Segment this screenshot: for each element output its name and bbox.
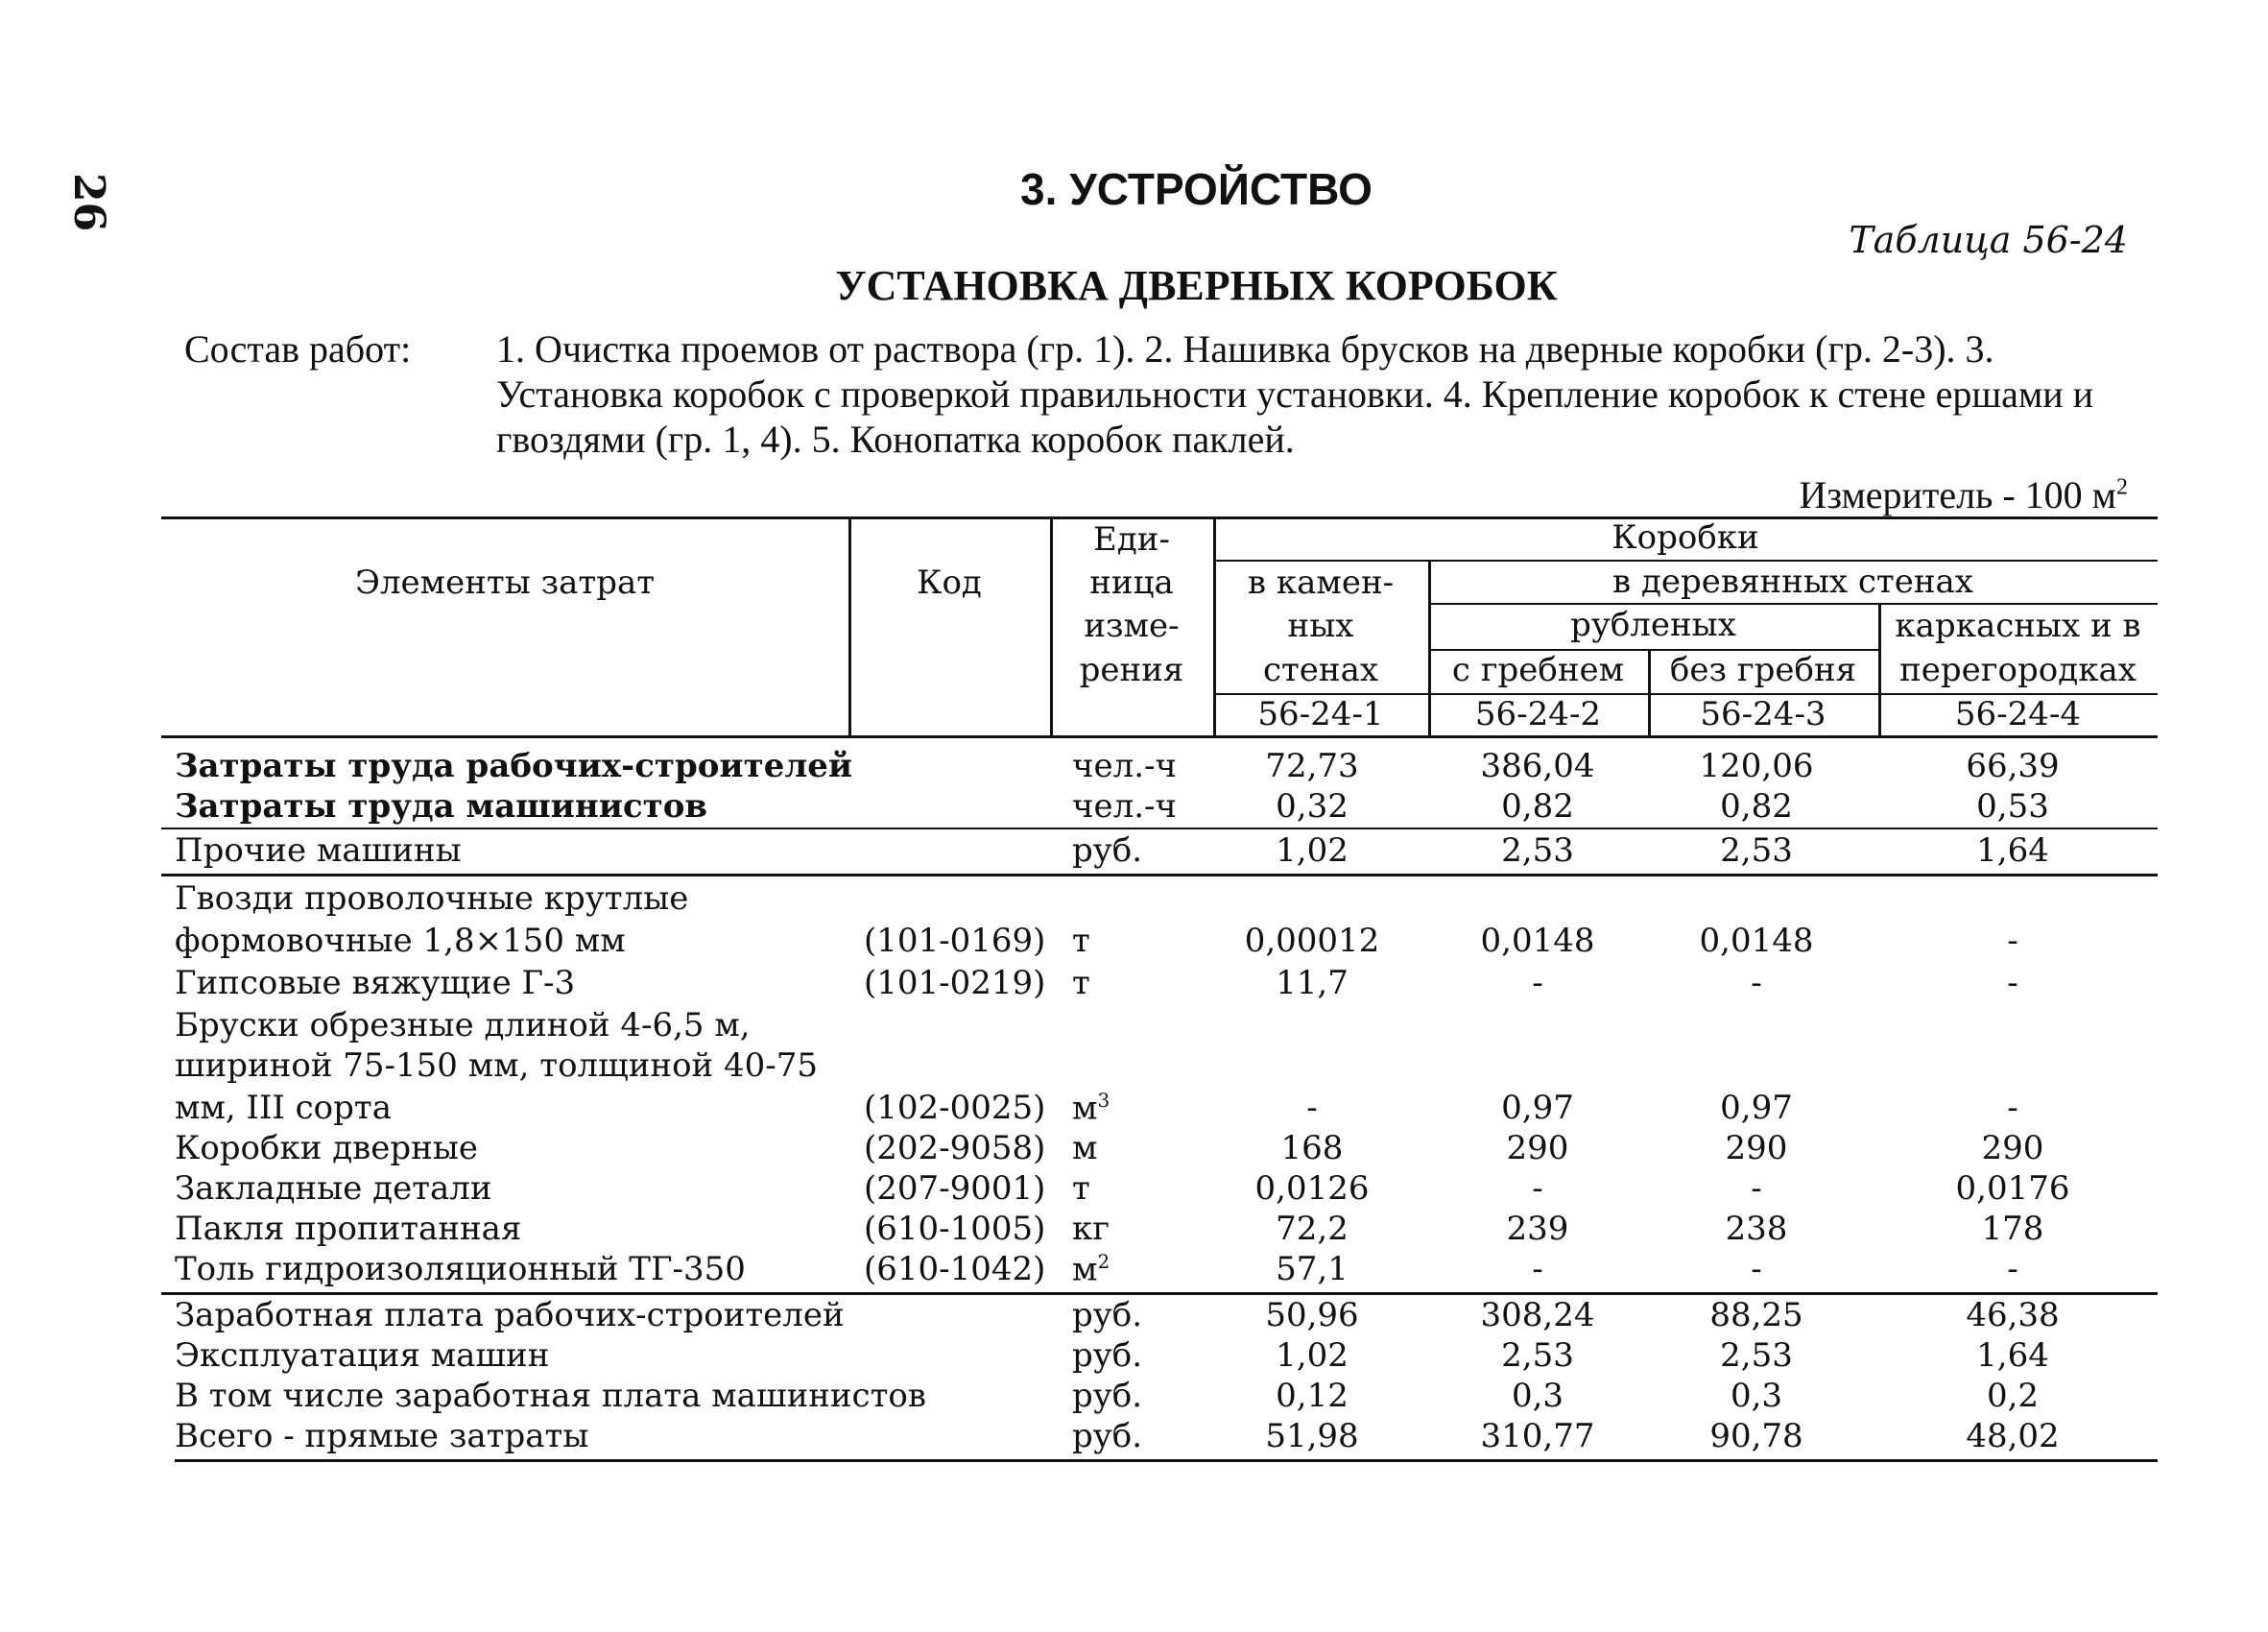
row-code: (101-0219) (864, 964, 1046, 1002)
row-value-3: 90,78 (1709, 1417, 1803, 1455)
row-rule (161, 874, 2158, 876)
header-stone-line2: ных (1287, 607, 1354, 645)
row-value-1: 72,2 (1276, 1210, 1349, 1248)
row-name: Гвозди проволочные крутлые (175, 879, 689, 918)
table-row (175, 747, 2152, 787)
row-value-3: 2,53 (1720, 831, 1793, 870)
row-value-4: 48,02 (1966, 1417, 2060, 1455)
row-unit: руб. (1072, 1296, 1143, 1334)
row-value-1: 50,96 (1265, 1296, 1359, 1334)
table-row (175, 831, 2152, 872)
row-unit: чел.-ч (1072, 787, 1177, 826)
row-value-2: 308,24 (1480, 1296, 1595, 1334)
row-name: Всего - прямые затраты (175, 1417, 589, 1455)
row-value-2: 239 (1506, 1210, 1569, 1248)
row-value-2: 0,0148 (1480, 922, 1595, 960)
header-without-ridge: без гребня (1669, 651, 1857, 689)
row-unit: руб. (1072, 1417, 1143, 1455)
row-name: Заработная плата рабочих-строителей (175, 1296, 845, 1334)
row-value-1: 0,32 (1276, 787, 1349, 826)
row-name: Толь гидроизоляционный ТГ-350 (175, 1250, 746, 1288)
row-value-1: 0,00012 (1244, 922, 1380, 960)
header-col1: 56-24-1 (1257, 695, 1384, 733)
table-row (175, 1210, 2152, 1250)
row-value-4: 1,64 (1976, 831, 2049, 870)
row-value-4: 178 (1981, 1210, 2044, 1248)
row-value-3: 0,97 (1720, 1089, 1793, 1127)
row-unit-text: м (1072, 1089, 1098, 1128)
row-value-3: - (1751, 1169, 1762, 1208)
header-unit-line3: изме- (1084, 607, 1180, 645)
table-bottom-rule (175, 1459, 2158, 1462)
row-value-1: 168 (1280, 1129, 1344, 1167)
header-col4: 56-24-4 (1954, 695, 2082, 733)
row-unit (1072, 1089, 1110, 1127)
row-value-1: 0,0126 (1254, 1169, 1370, 1208)
header-stone-line1: в камен- (1247, 564, 1395, 602)
row-value-3: - (1751, 1250, 1762, 1288)
works-text: 1. Очистка проемов от раствора (гр. 1). 2. Нашивка брусков на дверные коробки (гр. 2-3). 3. Установка коробок с проверкой правильности установки. 4. Крепление коробок к стене ершами и гвоздями (гр. 1, 4). 5. Конопатка коробок паклей. (496, 327, 2094, 461)
table-row (175, 1046, 2152, 1087)
table-row (175, 1296, 2152, 1336)
row-value-2: - (1532, 1169, 1543, 1208)
row-value-3: 238 (1725, 1210, 1788, 1248)
row-unit-superscript: 2 (1097, 1250, 1110, 1273)
row-name: Пакля пропитанная (175, 1210, 522, 1248)
row-value-2: - (1532, 964, 1543, 1002)
row-value-3: 290 (1725, 1129, 1788, 1167)
row-unit: м (1072, 1129, 1098, 1167)
row-code: (207-9001) (864, 1169, 1046, 1208)
section-title: 3. УСТРОЙСТВО (1020, 164, 1373, 214)
row-value-1: - (1306, 1089, 1318, 1127)
row-value-2: 290 (1506, 1129, 1569, 1167)
row-unit: руб. (1072, 1377, 1143, 1415)
header-boxes: Коробки (1611, 518, 1759, 557)
row-value-4: - (2007, 1250, 2018, 1288)
table-number: Таблица 56-24 (1849, 219, 2128, 261)
table-row (175, 1169, 2152, 1210)
row-value-4: - (2007, 922, 2018, 960)
row-value-1: 57,1 (1276, 1250, 1349, 1288)
works-label: Состав работ: (184, 327, 412, 371)
row-value-3: 88,25 (1709, 1296, 1803, 1334)
row-value-1: 72,73 (1265, 747, 1359, 785)
row-value-4: - (2007, 964, 2018, 1002)
row-code: (610-1005) (864, 1210, 1046, 1248)
row-value-2: 0,97 (1501, 1089, 1574, 1127)
header-divider (848, 516, 851, 737)
table-row (175, 1336, 2152, 1377)
header-unit-line4: рения (1079, 651, 1184, 689)
row-value-2: 2,53 (1501, 831, 1574, 870)
row-name: Затраты труда рабочих-строителей (175, 747, 853, 785)
header-elements: Элементы затрат (354, 564, 656, 602)
table-row (175, 1089, 2152, 1129)
row-value-4: 46,38 (1966, 1296, 2060, 1334)
table-row (175, 964, 2152, 1004)
row-unit (1072, 1250, 1110, 1288)
row-value-4: 0,2 (1986, 1377, 2040, 1415)
row-value-4: 0,53 (1976, 787, 2049, 826)
row-value-4: 290 (1981, 1129, 2044, 1167)
row-unit: руб. (1072, 1336, 1143, 1375)
row-code: (102-0025) (864, 1089, 1046, 1127)
row-unit: кг (1072, 1210, 1110, 1248)
row-value-1: 51,98 (1265, 1417, 1359, 1455)
table-row (175, 922, 2152, 962)
row-value-1: 0,12 (1276, 1377, 1349, 1415)
row-name: Эксплуатация машин (175, 1336, 550, 1375)
row-rule (161, 828, 2158, 829)
row-value-4: 66,39 (1966, 747, 2060, 785)
row-name: Гипсовые вяжущие Г-3 (175, 964, 576, 1002)
row-code: (202-9058) (864, 1129, 1046, 1167)
row-value-3: 0,0148 (1699, 922, 1814, 960)
header-unit-line2: ница (1089, 564, 1174, 602)
row-value-2: 0,3 (1511, 1377, 1564, 1415)
table-row (175, 1129, 2152, 1169)
row-value-3: 120,06 (1699, 747, 1814, 785)
row-value-2: 386,04 (1480, 747, 1595, 785)
header-stone-line3: стенах (1262, 651, 1379, 689)
measure-unit (1799, 472, 2128, 517)
header-frame-line1: каркасных и в (1895, 607, 2141, 645)
header-log: рубленых (1570, 606, 1736, 644)
row-name: Прочие машины (175, 831, 462, 870)
header-col3: 56-24-3 (1700, 695, 1826, 733)
row-unit: руб. (1072, 831, 1143, 870)
row-value-4: 1,64 (1976, 1336, 2049, 1375)
row-rule (161, 1292, 2158, 1295)
row-name: Коробки дверные (175, 1129, 479, 1167)
table-row (175, 1417, 2152, 1457)
row-unit-superscript: 3 (1097, 1089, 1110, 1112)
row-name: формовочные 1,8×150 мм (175, 922, 626, 960)
table-row (175, 1377, 2152, 1417)
document-subtitle: УСТАНОВКА ДВЕРНЫХ КОРОБОК (835, 262, 1558, 309)
header-code: Код (917, 564, 982, 602)
row-value-3: 2,53 (1720, 1336, 1793, 1375)
page-number: 26 (64, 173, 113, 232)
header-col2: 56-24-2 (1474, 695, 1602, 733)
table-row (175, 787, 2152, 828)
row-value-1: 1,02 (1276, 1336, 1349, 1375)
header-wood: в деревянных стенах (1612, 563, 1973, 601)
row-code: (610-1042) (864, 1250, 1046, 1288)
row-name: Закладные детали (175, 1169, 492, 1208)
row-value-3: 0,3 (1730, 1377, 1783, 1415)
row-name: мм, III сорта (175, 1089, 392, 1127)
row-value-1: 11,7 (1276, 964, 1349, 1002)
row-value-2: 310,77 (1480, 1417, 1595, 1455)
row-name: Бруски обрезные длиной 4-6,5 м, (175, 1006, 751, 1044)
measure-superscript: 2 (2116, 474, 2128, 500)
row-unit: т (1072, 964, 1090, 1002)
header-with-ridge: с гребнем (1451, 651, 1625, 689)
measure-text: Измеритель - 100 м (1799, 473, 2116, 516)
table-row (175, 1250, 2152, 1290)
header-frame-line2: перегородках (1899, 651, 2137, 689)
row-unit: чел.-ч (1072, 747, 1177, 785)
row-unit: т (1072, 922, 1090, 960)
row-value-3: 0,82 (1720, 787, 1793, 826)
row-value-2: 0,82 (1501, 787, 1574, 826)
row-code: (101-0169) (864, 922, 1046, 960)
row-value-4: 0,0176 (1955, 1169, 2070, 1208)
row-name: В том числе заработная плата машинистов (175, 1377, 927, 1415)
header-unit-line1: Еди- (1093, 520, 1170, 559)
row-value-2: 2,53 (1501, 1336, 1574, 1375)
row-unit-text: м (1072, 1250, 1098, 1289)
row-name: шириной 75-150 мм, толщиной 40-75 (175, 1046, 819, 1085)
row-name: Затраты труда машинистов (175, 787, 708, 826)
table-row (175, 1006, 2152, 1046)
row-value-1: 1,02 (1276, 831, 1349, 870)
row-value-4: - (2007, 1089, 2018, 1127)
table-row (175, 879, 2152, 920)
row-unit: т (1072, 1169, 1090, 1208)
row-value-3: - (1751, 964, 1762, 1002)
row-value-2: - (1532, 1250, 1543, 1288)
